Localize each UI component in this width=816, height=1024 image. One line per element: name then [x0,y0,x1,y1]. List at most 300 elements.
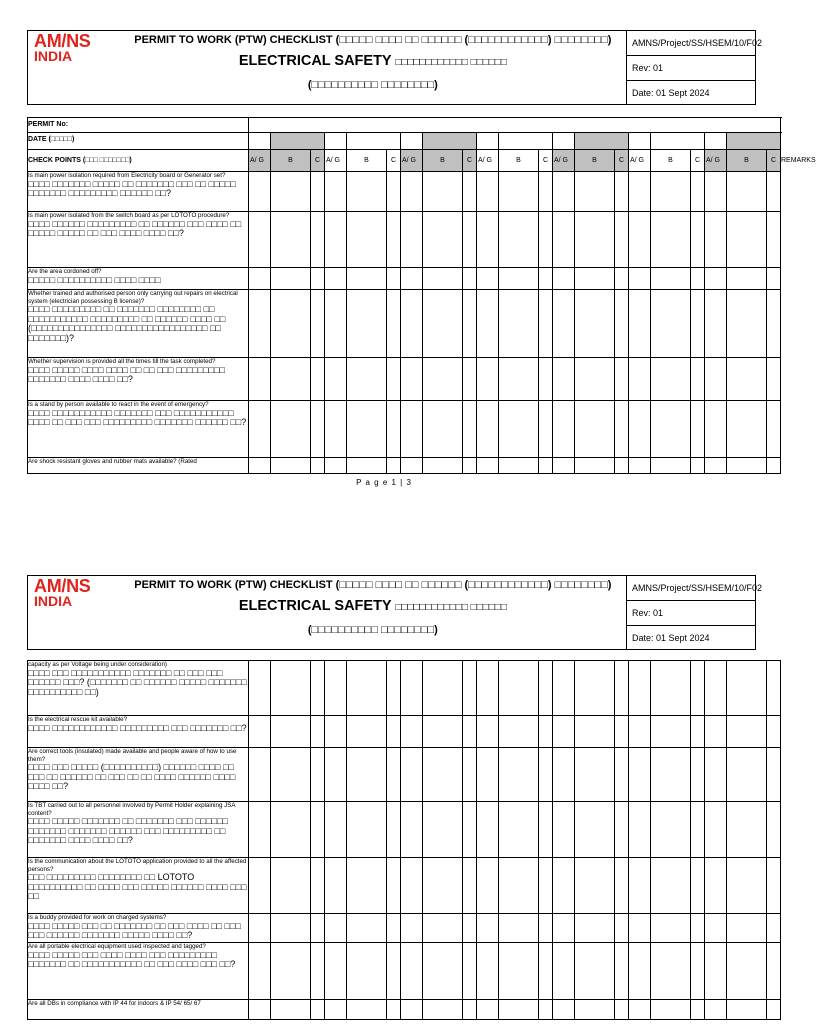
check-cell[interactable] [575,943,615,1000]
check-cell[interactable] [401,661,423,716]
day-date-field[interactable] [575,133,629,150]
check-cell[interactable] [477,858,499,914]
check-cell[interactable] [705,858,727,914]
check-cell[interactable] [691,290,705,358]
check-cell[interactable] [705,1000,727,1020]
check-cell[interactable] [271,716,311,748]
check-cell[interactable] [271,268,311,290]
check-cell[interactable] [767,401,781,458]
check-cell[interactable] [423,458,463,474]
check-cell[interactable] [271,358,311,401]
check-cell[interactable] [387,358,401,401]
check-cell[interactable] [629,401,651,458]
check-cell[interactable] [463,748,477,802]
check-cell[interactable] [767,212,781,268]
check-cell[interactable] [423,802,463,858]
check-cell[interactable] [615,172,629,212]
check-cell[interactable] [539,268,553,290]
check-cell[interactable] [727,858,767,914]
check-cell[interactable] [423,661,463,716]
check-cell[interactable] [401,290,423,358]
check-cell[interactable] [423,268,463,290]
check-cell[interactable] [249,716,271,748]
check-cell[interactable] [347,1000,387,1020]
check-cell[interactable] [401,802,423,858]
check-cell[interactable] [705,172,727,212]
check-cell[interactable] [691,914,705,943]
check-cell[interactable] [539,290,553,358]
check-cell[interactable] [539,802,553,858]
check-cell[interactable] [423,943,463,1000]
check-cell[interactable] [767,748,781,802]
check-cell[interactable] [615,802,629,858]
check-cell[interactable] [691,212,705,268]
check-cell[interactable] [463,290,477,358]
check-cell[interactable] [463,802,477,858]
check-cell[interactable] [615,661,629,716]
check-cell[interactable] [575,802,615,858]
check-cell[interactable] [767,943,781,1000]
check-cell[interactable] [575,358,615,401]
check-cell[interactable] [539,212,553,268]
check-cell[interactable] [629,943,651,1000]
check-cell[interactable] [477,212,499,268]
check-cell[interactable] [463,1000,477,1020]
check-cell[interactable] [499,661,539,716]
check-cell[interactable] [575,748,615,802]
check-cell[interactable] [423,172,463,212]
check-cell[interactable] [325,1000,347,1020]
check-cell[interactable] [311,290,325,358]
check-cell[interactable] [325,716,347,748]
check-cell[interactable] [249,858,271,914]
check-cell[interactable] [651,914,691,943]
check-cell[interactable] [271,290,311,358]
day-date-field[interactable] [249,133,271,150]
check-cell[interactable] [249,1000,271,1020]
check-cell[interactable] [477,268,499,290]
day-date-field[interactable] [271,133,325,150]
check-cell[interactable] [539,172,553,212]
check-cell[interactable] [271,943,311,1000]
check-cell[interactable] [767,802,781,858]
check-cell[interactable] [705,212,727,268]
check-cell[interactable] [767,268,781,290]
check-cell[interactable] [615,268,629,290]
check-cell[interactable] [691,1000,705,1020]
check-cell[interactable] [423,914,463,943]
check-cell[interactable] [553,802,575,858]
check-cell[interactable] [767,716,781,748]
check-cell[interactable] [325,290,347,358]
check-cell[interactable] [387,914,401,943]
check-cell[interactable] [387,943,401,1000]
check-cell[interactable] [499,458,539,474]
check-cell[interactable] [651,290,691,358]
check-cell[interactable] [463,268,477,290]
check-cell[interactable] [347,661,387,716]
check-cell[interactable] [311,661,325,716]
check-cell[interactable] [615,290,629,358]
check-cell[interactable] [691,858,705,914]
check-cell[interactable] [727,716,767,748]
check-cell[interactable] [271,212,311,268]
check-cell[interactable] [499,1000,539,1020]
check-cell[interactable] [553,268,575,290]
check-cell[interactable] [553,716,575,748]
check-cell[interactable] [499,401,539,458]
check-cell[interactable] [705,458,727,474]
check-cell[interactable] [727,661,767,716]
check-cell[interactable] [553,1000,575,1020]
check-cell[interactable] [539,914,553,943]
check-cell[interactable] [271,802,311,858]
check-cell[interactable] [575,268,615,290]
check-cell[interactable] [325,358,347,401]
check-cell[interactable] [575,212,615,268]
check-cell[interactable] [249,290,271,358]
check-cell[interactable] [401,401,423,458]
check-cell[interactable] [629,802,651,858]
check-cell[interactable] [477,172,499,212]
check-cell[interactable] [423,858,463,914]
check-cell[interactable] [477,914,499,943]
check-cell[interactable] [727,802,767,858]
check-cell[interactable] [615,401,629,458]
check-cell[interactable] [249,802,271,858]
check-cell[interactable] [347,212,387,268]
check-cell[interactable] [651,1000,691,1020]
check-cell[interactable] [401,914,423,943]
day-date-field[interactable] [499,133,553,150]
day-date-field[interactable] [705,133,727,150]
check-cell[interactable] [691,172,705,212]
check-cell[interactable] [629,290,651,358]
check-cell[interactable] [311,268,325,290]
check-cell[interactable] [477,661,499,716]
check-cell[interactable] [727,212,767,268]
check-cell[interactable] [553,358,575,401]
check-cell[interactable] [347,290,387,358]
check-cell[interactable] [575,172,615,212]
check-cell[interactable] [401,748,423,802]
check-cell[interactable] [401,212,423,268]
check-cell[interactable] [249,212,271,268]
check-cell[interactable] [271,858,311,914]
check-cell[interactable] [727,458,767,474]
check-cell[interactable] [705,268,727,290]
check-cell[interactable] [629,458,651,474]
check-cell[interactable] [271,1000,311,1020]
check-cell[interactable] [249,358,271,401]
check-cell[interactable] [387,748,401,802]
check-cell[interactable] [629,661,651,716]
day-date-field[interactable] [553,133,575,150]
check-cell[interactable] [463,212,477,268]
check-cell[interactable] [387,212,401,268]
check-cell[interactable] [553,858,575,914]
check-cell[interactable] [629,716,651,748]
check-cell[interactable] [651,172,691,212]
check-cell[interactable] [347,748,387,802]
check-cell[interactable] [767,858,781,914]
check-cell[interactable] [651,401,691,458]
check-cell[interactable] [499,748,539,802]
check-cell[interactable] [499,172,539,212]
check-cell[interactable] [767,661,781,716]
check-cell[interactable] [705,401,727,458]
check-cell[interactable] [423,358,463,401]
check-cell[interactable] [705,358,727,401]
check-cell[interactable] [311,172,325,212]
check-cell[interactable] [311,1000,325,1020]
check-cell[interactable] [767,1000,781,1020]
check-cell[interactable] [499,943,539,1000]
check-cell[interactable] [629,172,651,212]
check-cell[interactable] [553,661,575,716]
check-cell[interactable] [401,268,423,290]
check-cell[interactable] [387,1000,401,1020]
check-cell[interactable] [477,748,499,802]
check-cell[interactable] [387,661,401,716]
permit-no-field[interactable] [249,118,781,133]
check-cell[interactable] [271,661,311,716]
check-cell[interactable] [553,290,575,358]
check-cell[interactable] [727,358,767,401]
check-cell[interactable] [423,716,463,748]
check-cell[interactable] [539,748,553,802]
check-cell[interactable] [553,212,575,268]
check-cell[interactable] [575,661,615,716]
check-cell[interactable] [347,458,387,474]
check-cell[interactable] [539,716,553,748]
check-cell[interactable] [575,1000,615,1020]
check-cell[interactable] [705,661,727,716]
check-cell[interactable] [705,716,727,748]
check-cell[interactable] [423,748,463,802]
check-cell[interactable] [347,858,387,914]
check-cell[interactable] [499,858,539,914]
check-cell[interactable] [249,661,271,716]
check-cell[interactable] [691,748,705,802]
check-cell[interactable] [387,802,401,858]
check-cell[interactable] [553,458,575,474]
check-cell[interactable] [499,212,539,268]
check-cell[interactable] [311,401,325,458]
check-cell[interactable] [539,401,553,458]
check-cell[interactable] [553,172,575,212]
check-cell[interactable] [249,401,271,458]
check-cell[interactable] [325,268,347,290]
check-cell[interactable] [387,458,401,474]
check-cell[interactable] [311,458,325,474]
check-cell[interactable] [615,358,629,401]
check-cell[interactable] [499,290,539,358]
check-cell[interactable] [629,358,651,401]
check-cell[interactable] [651,943,691,1000]
check-cell[interactable] [477,290,499,358]
check-cell[interactable] [705,748,727,802]
check-cell[interactable] [651,212,691,268]
day-date-field[interactable] [629,133,651,150]
check-cell[interactable] [691,716,705,748]
check-cell[interactable] [311,748,325,802]
check-cell[interactable] [401,943,423,1000]
check-cell[interactable] [463,716,477,748]
check-cell[interactable] [615,716,629,748]
day-date-field[interactable] [401,133,423,150]
check-cell[interactable] [249,943,271,1000]
check-cell[interactable] [387,401,401,458]
check-cell[interactable] [271,401,311,458]
check-cell[interactable] [629,914,651,943]
check-cell[interactable] [477,458,499,474]
check-cell[interactable] [477,802,499,858]
check-cell[interactable] [463,858,477,914]
check-cell[interactable] [705,943,727,1000]
check-cell[interactable] [401,358,423,401]
check-cell[interactable] [401,458,423,474]
check-cell[interactable] [325,661,347,716]
check-cell[interactable] [271,748,311,802]
check-cell[interactable] [727,172,767,212]
check-cell[interactable] [249,172,271,212]
check-cell[interactable] [311,716,325,748]
check-cell[interactable] [477,716,499,748]
check-cell[interactable] [553,401,575,458]
check-cell[interactable] [463,358,477,401]
check-cell[interactable] [651,858,691,914]
check-cell[interactable] [691,802,705,858]
check-cell[interactable] [539,943,553,1000]
check-cell[interactable] [629,1000,651,1020]
check-cell[interactable] [651,716,691,748]
check-cell[interactable] [325,212,347,268]
check-cell[interactable] [249,458,271,474]
check-cell[interactable] [499,802,539,858]
check-cell[interactable] [539,458,553,474]
check-cell[interactable] [347,172,387,212]
check-cell[interactable] [615,748,629,802]
day-date-field[interactable] [727,133,781,150]
check-cell[interactable] [705,914,727,943]
check-cell[interactable] [615,458,629,474]
check-cell[interactable] [401,716,423,748]
check-cell[interactable] [767,914,781,943]
check-cell[interactable] [401,858,423,914]
check-cell[interactable] [553,748,575,802]
check-cell[interactable] [553,943,575,1000]
check-cell[interactable] [539,358,553,401]
check-cell[interactable] [615,943,629,1000]
check-cell[interactable] [311,858,325,914]
check-cell[interactable] [347,716,387,748]
check-cell[interactable] [727,1000,767,1020]
check-cell[interactable] [575,858,615,914]
check-cell[interactable] [463,458,477,474]
check-cell[interactable] [401,1000,423,1020]
check-cell[interactable] [575,914,615,943]
check-cell[interactable] [615,914,629,943]
check-cell[interactable] [651,458,691,474]
check-cell[interactable] [423,212,463,268]
check-cell[interactable] [575,716,615,748]
check-cell[interactable] [615,1000,629,1020]
check-cell[interactable] [387,268,401,290]
check-cell[interactable] [477,943,499,1000]
check-cell[interactable] [423,290,463,358]
check-cell[interactable] [499,914,539,943]
check-cell[interactable] [347,802,387,858]
day-date-field[interactable] [325,133,347,150]
check-cell[interactable] [767,458,781,474]
check-cell[interactable] [325,401,347,458]
check-cell[interactable] [727,748,767,802]
check-cell[interactable] [463,172,477,212]
check-cell[interactable] [249,748,271,802]
check-cell[interactable] [575,458,615,474]
check-cell[interactable] [651,802,691,858]
check-cell[interactable] [347,358,387,401]
check-cell[interactable] [311,212,325,268]
check-cell[interactable] [387,716,401,748]
check-cell[interactable] [325,748,347,802]
check-cell[interactable] [691,943,705,1000]
check-cell[interactable] [401,172,423,212]
check-cell[interactable] [691,268,705,290]
check-cell[interactable] [387,858,401,914]
check-cell[interactable] [463,943,477,1000]
day-date-field[interactable] [347,133,401,150]
check-cell[interactable] [311,914,325,943]
check-cell[interactable] [539,1000,553,1020]
check-cell[interactable] [691,401,705,458]
check-cell[interactable] [629,748,651,802]
check-cell[interactable] [767,172,781,212]
check-cell[interactable] [629,268,651,290]
check-cell[interactable] [249,914,271,943]
check-cell[interactable] [727,943,767,1000]
check-cell[interactable] [325,858,347,914]
check-cell[interactable] [575,290,615,358]
check-cell[interactable] [727,268,767,290]
check-cell[interactable] [575,401,615,458]
check-cell[interactable] [463,661,477,716]
check-cell[interactable] [387,172,401,212]
check-cell[interactable] [615,858,629,914]
check-cell[interactable] [423,1000,463,1020]
check-cell[interactable] [651,748,691,802]
check-cell[interactable] [347,914,387,943]
check-cell[interactable] [325,802,347,858]
check-cell[interactable] [651,358,691,401]
check-cell[interactable] [347,268,387,290]
check-cell[interactable] [691,661,705,716]
check-cell[interactable] [423,401,463,458]
check-cell[interactable] [271,172,311,212]
day-date-field[interactable] [423,133,477,150]
check-cell[interactable] [477,358,499,401]
check-cell[interactable] [691,458,705,474]
day-date-field[interactable] [651,133,705,150]
check-cell[interactable] [705,290,727,358]
check-cell[interactable] [477,1000,499,1020]
check-cell[interactable] [629,212,651,268]
day-date-field[interactable] [477,133,499,150]
check-cell[interactable] [727,401,767,458]
check-cell[interactable] [271,914,311,943]
check-cell[interactable] [615,212,629,268]
